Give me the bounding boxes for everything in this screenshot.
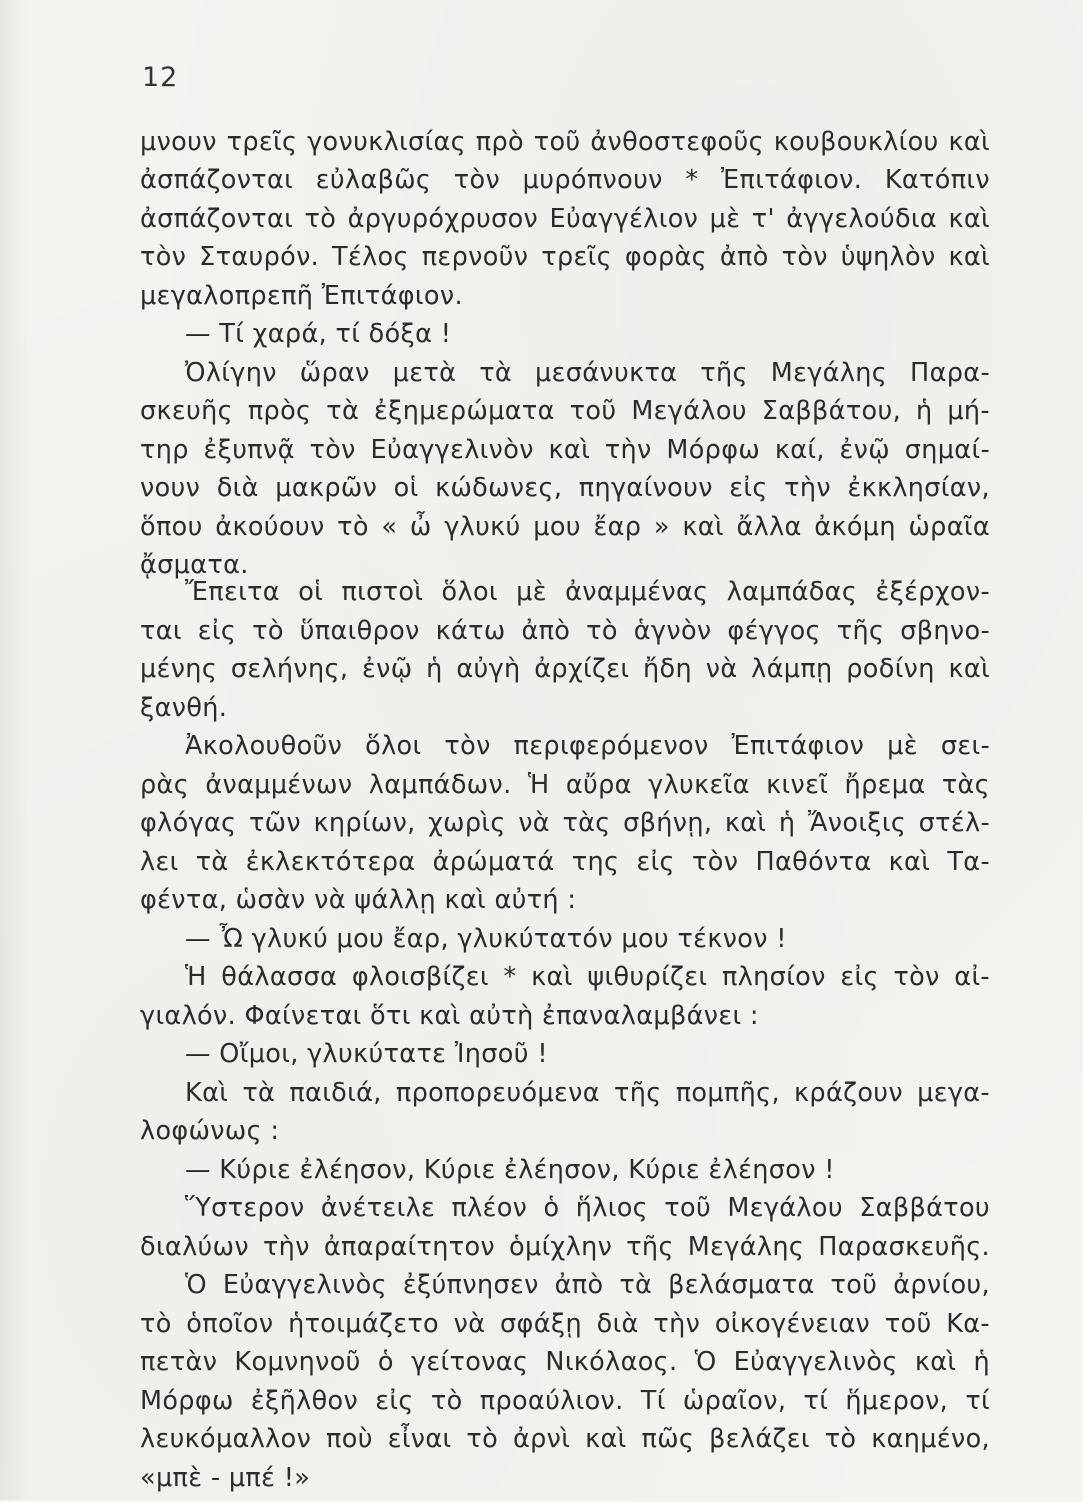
- text-line: μνουν τρεῖς γονυκλισίας πρὸ τοῦ ἀνθοστεφοῦς κουβουκλίου καὶ: [140, 127, 990, 157]
- binding-shadow: [0, 0, 30, 1500]
- text-line: «μπὲ - μπέ !»: [140, 1463, 311, 1493]
- text-line: τὸν Σταυρόν. Τέλος περνοῦν τρεῖς φορὰς ἀπὸ τὸν ὑψηλὸν καὶ: [140, 242, 990, 272]
- text-line: Μόρφω ἐξῆλθον εἰς τὸ προαύλιον. Τί ὡραῖον, τί ἥμερον, τί: [140, 1386, 990, 1416]
- text-line: διαλύων τὴν ἀπαραίτητον ὁμίχλην τῆς Μεγάλης Παρασκευῆς.: [140, 1232, 990, 1262]
- page-number: 12: [142, 62, 179, 93]
- text-line: λει τὰ ἐκλεκτότερα ἀρώματά της εἰς τὸν Παθόντα καὶ Τα-: [140, 847, 990, 877]
- text-line: λευκόμαλλον ποὺ εἶναι τὸ ἀρνὶ καὶ πῶς βελάζει τὸ καημένο,: [140, 1424, 990, 1454]
- text-line: Ὁ Εὐαγγελινὸς ἐξύπνησεν ἀπὸ τὰ βελάσματα τοῦ ἀρνίου,: [185, 1270, 990, 1300]
- text-line: ξανθή.: [140, 693, 228, 723]
- text-line: μεγαλοπρεπῆ Ἐπιτάφιον.: [140, 281, 463, 311]
- text-line: Ἔπειτα οἱ πιστοὶ ὅλοι μὲ ἀναμμένας λαμπάδας ἐξέρχον-: [185, 577, 990, 607]
- text-line: νουν διὰ μακρῶν οἱ κώδωνες, πηγαίνουν εἰς τὴν ἐκκλησίαν,: [140, 473, 990, 503]
- text-line: Καὶ τὰ παιδιά, προπορευόμενα τῆς πομπῆς, κράζουν μεγα-: [185, 1078, 990, 1108]
- text-line: ἀσπάζονται τὸ ἀργυρόχρυσον Εὐαγγέλιον μὲ τ' ἀγγελούδια καὶ: [140, 204, 990, 234]
- text-line: φλόγας τῶν κηρίων, χωρὶς νὰ τὰς σβήνῃ, καὶ ἡ Ἄνοιξις στέλ-: [140, 808, 990, 838]
- text-line: ᾄσματα.: [140, 550, 249, 580]
- text-line: πετὰν Κομνηνοῦ ὁ γείτονας Νικόλαος. Ὁ Εὐαγγελινὸς καὶ ἡ: [140, 1347, 990, 1377]
- text-line: φέντα, ὡσὰν νὰ ψάλλῃ καὶ αὐτή :: [140, 885, 577, 915]
- text-line: ὅπου ἀκούουν τὸ « ὦ γλυκύ μου ἔαρ » καὶ ἄλλα ἀκόμη ὡραῖα: [140, 512, 990, 542]
- text-line: τὸ ὁποῖον ἡτοιμάζετο νὰ σφάξῃ διὰ τὴν οἰκογένειαν τοῦ Κα-: [140, 1309, 990, 1339]
- text-line: Ἡ θάλασσα φλοισβίζει * καὶ ψιθυρίζει πλησίον εἰς τὸν αἰ-: [185, 962, 990, 992]
- text-line: σκευῆς πρὸς τὰ ἐξημερώματα τοῦ Μεγάλου Σαββάτου, ἡ μή-: [140, 396, 990, 426]
- text-line: λοφώνως :: [140, 1116, 280, 1146]
- text-line: μένης σελήνης, ἐνῷ ἡ αὐγὴ ἀρχίζει ἤδη νὰ λάμπῃ ροδίνη καὶ: [140, 654, 990, 684]
- text-line: γιαλόν. Φαίνεται ὅτι καὶ αὐτὴ ἐπαναλαμβάνει :: [140, 1001, 759, 1031]
- text-line: Ὀλίγην ὥραν μετὰ τὰ μεσάνυκτα τῆς Μεγάλης Παρα-: [185, 358, 990, 388]
- text-line: — Τί χαρά, τί δόξα !: [185, 319, 452, 349]
- text-line: Ἀκολουθοῦν ὅλοι τὸν περιφερόμενον Ἐπιτάφιον μὲ σει-: [185, 731, 990, 761]
- text-line: ται εἰς τὸ ὕπαιθρον κάτω ἀπὸ τὸ ἁγνὸν φέγγος τῆς σβηνο-: [140, 616, 990, 646]
- text-line: — Οἴμοι, γλυκύτατε Ἰησοῦ !: [185, 1039, 548, 1069]
- text-line: — Ὦ γλυκύ μου ἔαρ, γλυκύτατόν μου τέκνον !: [185, 924, 787, 954]
- text-line: ρὰς ἀναμμένων λαμπάδων. Ἡ αὔρα γλυκεῖα κινεῖ ἤρεμα τὰς: [140, 770, 990, 800]
- text-line: — Κύριε ἐλέησον, Κύριε ἐλέησον, Κύριε ἐλέησον !: [185, 1155, 835, 1185]
- text-line: Ὕστερον ἀνέτειλε πλέον ὁ ἥλιος τοῦ Μεγάλου Σαββάτου: [185, 1193, 990, 1223]
- text-line: ἀσπάζονται εὐλαβῶς τὸν μυρόπνουν * Ἐπιτάφιον. Κατόπιν: [140, 165, 990, 195]
- text-line: τηρ ἐξυπνᾷ τὸν Εὐαγγελινὸν καὶ τὴν Μόρφω καί, ἐνῷ σημαί-: [140, 435, 990, 465]
